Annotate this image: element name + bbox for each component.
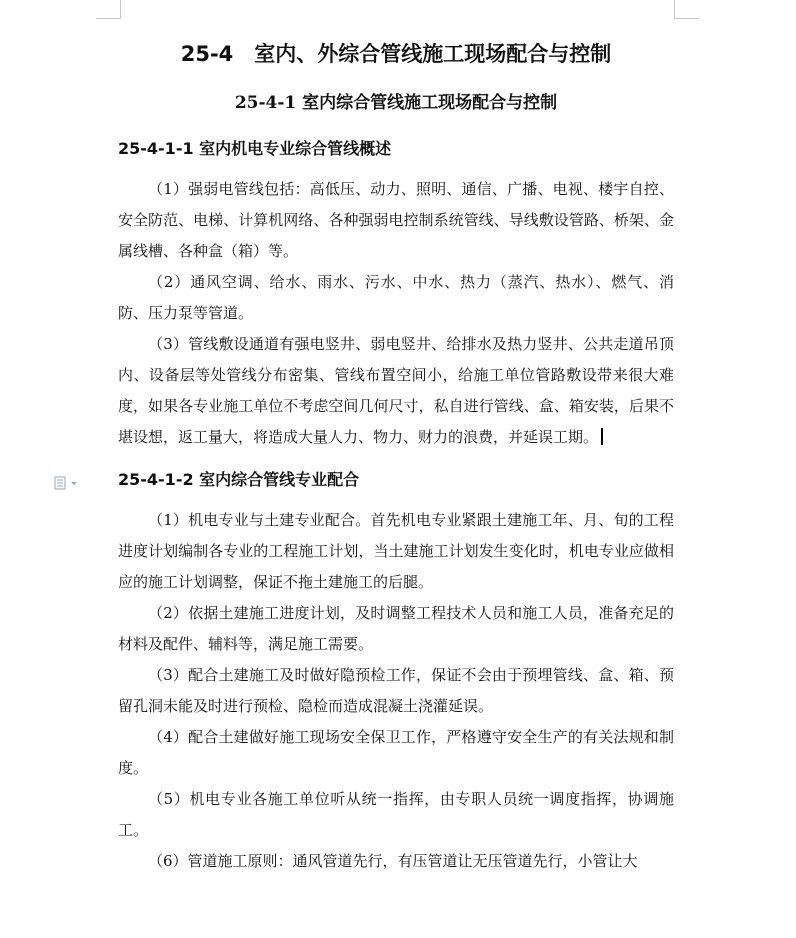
body-paragraph-text: （3）管线敷设通道有强电竖井、弱电竖井、给排水及热力竖井、公共走道吊顶内、设备层等处管线分布密集、管线布置空间小，给施工单位管路敷设带来很大难度，如果各专业施工单位不考虑空间几何尺寸，私自进行管线、盒、箱安装，后果不堪设想，返工量大，将造成大量人力、物力、财力的浪费，并延误工期。 (118, 335, 674, 446)
paragraph-options-icon[interactable] (54, 476, 82, 490)
body-paragraph: （1）机电专业与土建专业配合。首先机电专业紧跟土建施工年、月、旬的工程进度计划编制各专业的工程施工计划，当土建施工计划发生变化时，机电专业应做相应的施工计划调整，保证不拖土建施工的后腿。 (118, 511, 674, 591)
document-title: 25-4 室内、外综合管线施工现场配合与控制 (180, 42, 612, 66)
document-page (118, 30, 674, 877)
page-corner-mark-top-left (96, 0, 121, 19)
body-paragraph: （4）配合土建做好施工现场安全保卫工作，严格遵守安全生产的有关法规和制度。 (118, 728, 674, 777)
subsection-heading-2: 25-4-1-2 室内综合管线专业配合 (118, 470, 360, 489)
body-paragraph: （2）通风空调、给水、雨水、污水、中水、热力（蒸汽、热水）、燃气、消防、压力泵等管道。 (118, 273, 674, 322)
body-paragraph: （1）强弱电管线包括：高低压、动力、照明、通信、广播、电视、楼宇自控、安全防范、电梯、计算机网络、各种强弱电控制系统管线、导线敷设管路、桥架、金属线槽、各种盒（箱）等。 (118, 180, 674, 260)
body-paragraph (118, 329, 674, 453)
page-corner-mark-top-right (674, 0, 699, 19)
body-paragraph: （3）配合土建施工及时做好隐预检工作，保证不会由于预埋管线、盒、箱、预留孔洞未能及时进行预检、隐检而造成混凝土浇灌延误。 (118, 666, 674, 715)
text-cursor (601, 428, 603, 445)
body-paragraph: （6）管道施工原则：通风管道先行，有压管道让无压管道先行，小管让大 (148, 852, 638, 870)
body-paragraph: （2）依据土建施工进度计划，及时调整工程技术人员和施工人员，准备充足的材料及配件、辅料等，满足施工需要。 (118, 604, 674, 653)
section-title: 25-4-1 室内综合管线施工现场配合与控制 (234, 93, 558, 113)
body-paragraph: （5）机电专业各施工单位听从统一指挥，由专职人员统一调度指挥，协调施工。 (118, 790, 674, 839)
subsection-heading-1: 25-4-1-1 室内机电专业综合管线概述 (118, 139, 392, 158)
